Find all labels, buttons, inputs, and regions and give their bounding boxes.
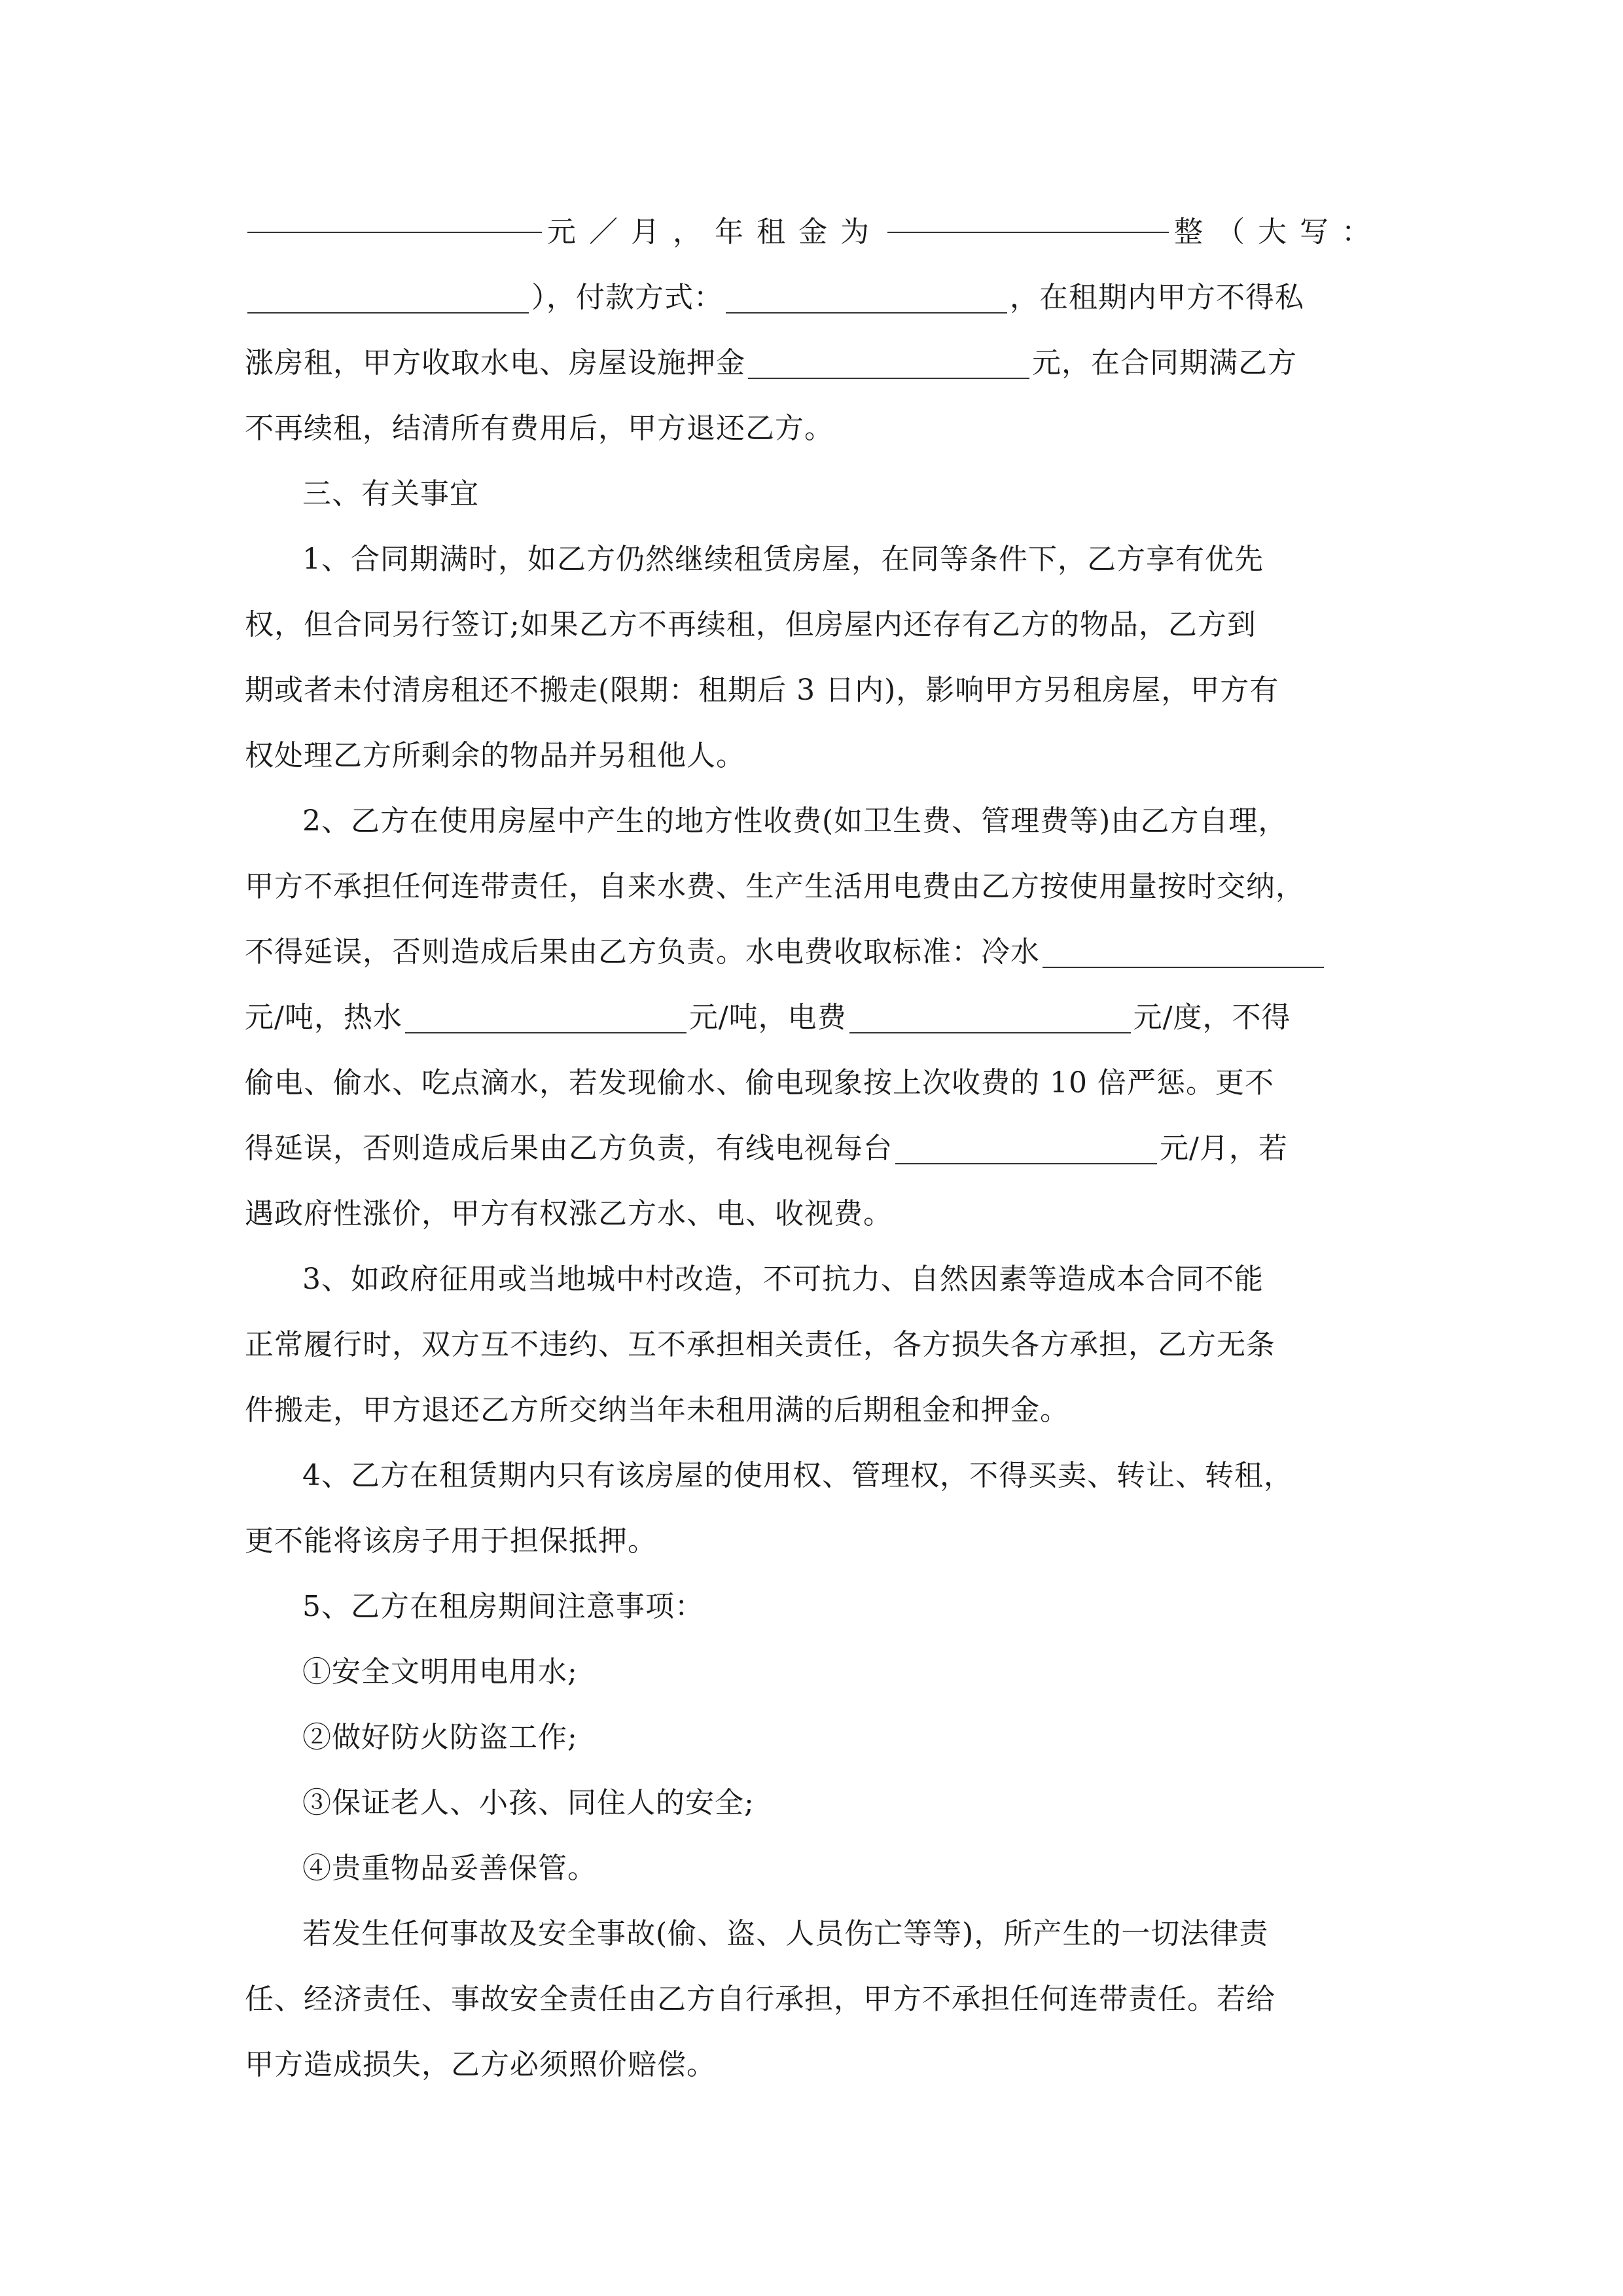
clause-1-line-1: 1、合同期满时，如乙方仍然继续租赁房屋，在同等条件下，乙方享有优先 bbox=[302, 543, 1264, 576]
liability-line-3: 甲方造成损失，乙方必须照价赔偿。 bbox=[245, 2048, 716, 2081]
liability-line-1: 若发生任何事故及安全事故(偷、盗、人员伤亡等等)，所产生的一切法律责 bbox=[302, 1917, 1269, 1950]
cold-water-price-blank bbox=[1043, 967, 1324, 968]
clause-2-text-4b: 元/吨，电费 bbox=[688, 1001, 847, 1034]
clause-4-line-1: 4、乙方在租赁期内只有该房屋的使用权、管理权，不得买卖、转让、转租， bbox=[302, 1459, 1293, 1492]
electricity-price-blank bbox=[849, 1032, 1131, 1033]
rent-line-2 bbox=[245, 265, 1383, 331]
contract-body bbox=[245, 200, 1383, 2098]
liability-line-2: 任、经济责任、事故安全责任由乙方自行承担，甲方不承担任何连带责任。若给 bbox=[245, 1982, 1275, 2016]
clause-2-line-1: 2、乙方在使用房屋中产生的地方性收费(如卫生费、管理费等)由乙方自理， bbox=[302, 804, 1288, 838]
clause-3-line-2: 正常履行时，双方互不违约、互不承担相关责任，各方损失各方承担，乙方无条 bbox=[245, 1328, 1275, 1361]
clause-2-line-2: 甲方不承担任何连带责任，自来水费、生产生活用电费由乙方按使用量按时交纳， bbox=[245, 870, 1305, 903]
rent-text-2a: ），付款方式： bbox=[531, 281, 723, 314]
clause-2-text-6b: 元/月，若 bbox=[1160, 1132, 1288, 1165]
clause-2-line-4 bbox=[245, 985, 1383, 1050]
rent-text-1b: 整（大写： bbox=[1174, 215, 1383, 249]
deposit-blank bbox=[748, 378, 1029, 379]
clause-2-text-6a: 得延误，否则造成后果由乙方负责，有线电视每台 bbox=[245, 1132, 893, 1165]
clause-2-text-3a: 不得延误，否则造成后果由乙方负责。水电费收取标准：冷水 bbox=[245, 935, 1040, 969]
section-heading: 三、有关事宜 bbox=[302, 477, 479, 511]
clause-1-line-3: 期或者未付清房租还不搬走(限期：租期后 3 日内)，影响甲方另租房屋，甲方有 bbox=[245, 673, 1279, 707]
rent-uppercase-blank bbox=[247, 312, 529, 314]
rent-text-1a: 元／月，年租金为 bbox=[547, 215, 882, 249]
clause-5-heading: 5、乙方在租房期间注意事项： bbox=[302, 1590, 704, 1623]
rent-text-3b: 元，在合同期满乙方 bbox=[1032, 346, 1297, 380]
clause-5-item-4: ④贵重物品妥善保管。 bbox=[302, 1852, 597, 1885]
clause-2-line-7: 遇政府性涨价，甲方有权涨乙方水、电、收视费。 bbox=[245, 1197, 893, 1230]
cable-tv-fee-blank bbox=[895, 1163, 1157, 1164]
clause-2-text-4c: 元/度，不得 bbox=[1133, 1001, 1291, 1034]
clause-1-line-4: 权处理乙方所剩余的物品并另租他人。 bbox=[245, 739, 745, 772]
rent-line-1 bbox=[245, 200, 1383, 265]
rent-text-2b: ，在租期内甲方不得私 bbox=[1010, 281, 1304, 314]
clause-2-line-5: 偷电、偷水、吃点滴水，若发现偷水、偷电现象按上次收费的 10 倍严惩。更不 bbox=[245, 1066, 1274, 1100]
clause-2-text-4a: 元/吨，热水 bbox=[245, 1001, 402, 1034]
annual-rent-blank bbox=[887, 232, 1169, 233]
clause-2-line-6 bbox=[245, 1116, 1383, 1181]
rent-text-3a: 涨房租，甲方收取水电、房屋设施押金 bbox=[245, 346, 745, 380]
rent-line-4: 不再续租，结清所有费用后，甲方退还乙方。 bbox=[245, 412, 834, 445]
clause-5-item-2: ②做好防火防盗工作; bbox=[302, 1721, 578, 1754]
clause-5-item-1: ①安全文明用电用水; bbox=[302, 1655, 578, 1689]
clause-3-line-3: 件搬走，甲方退还乙方所交纳当年未租用满的后期租金和押金。 bbox=[245, 1393, 1069, 1427]
clause-2-line-3 bbox=[245, 920, 1383, 985]
clause-3-line-1: 3、如政府征用或当地城中村改造，不可抗力、自然因素等造成本合同不能 bbox=[302, 1263, 1264, 1296]
clause-1-line-2: 权，但合同另行签订;如果乙方不再续租，但房屋内还存有乙方的物品，乙方到 bbox=[245, 608, 1257, 641]
clause-5-item-3: ③保证老人、小孩、同住人的安全; bbox=[302, 1786, 755, 1820]
rent-line-3 bbox=[245, 331, 1383, 396]
monthly-rent-blank bbox=[247, 232, 542, 233]
clause-4-line-2: 更不能将该房子用于担保抵押。 bbox=[245, 1524, 657, 1558]
payment-method-blank bbox=[726, 312, 1007, 314]
hot-water-price-blank bbox=[405, 1032, 687, 1033]
